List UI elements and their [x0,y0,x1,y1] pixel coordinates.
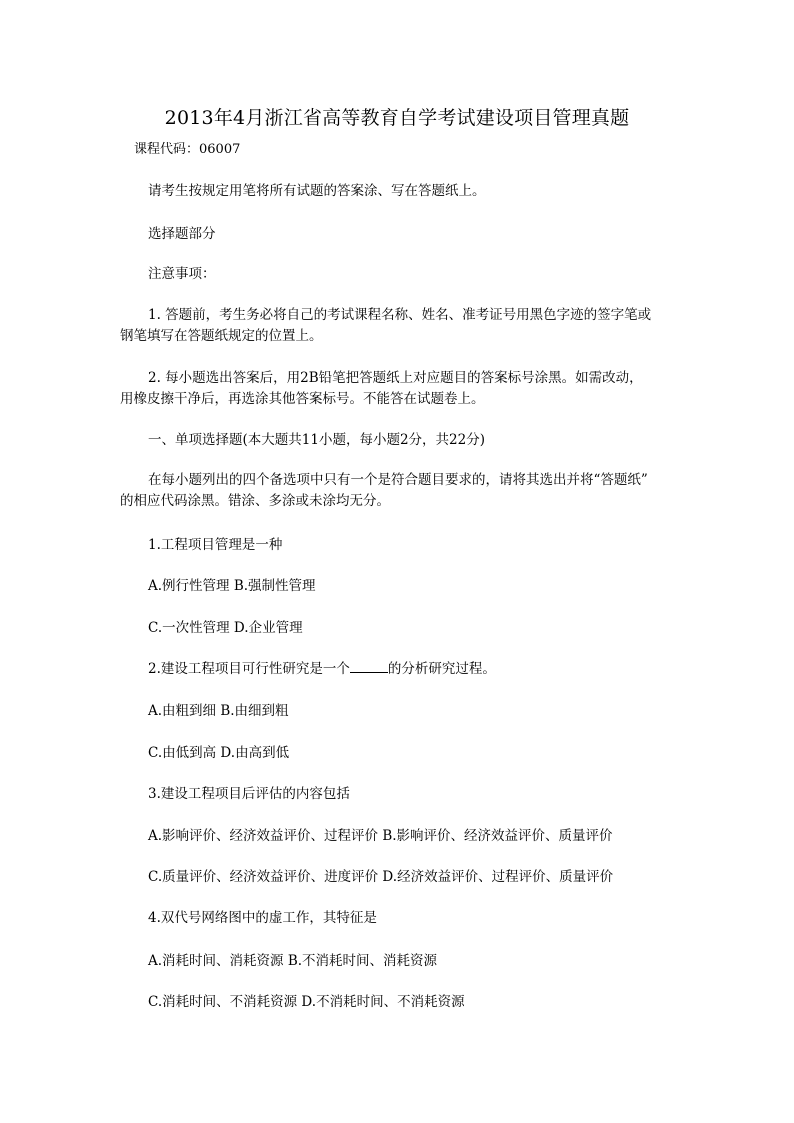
question-stem [148,659,496,679]
question-stem-part: 的分析研究过程。 [387,661,496,677]
question-options: A.由粗到细 B.由细到粗 [148,703,289,719]
note-line: 钢笔填写在答题纸规定的位置上。 [120,328,323,344]
instruction-answer-sheet: 请考生按规定用笔将所有试题的答案涂、写在答题纸上。 [148,183,486,199]
note-line: 1. 答题前，考生务必将自己的考试课程名称、姓名、准考证号用黑色字迹的签字笔或 [148,307,652,323]
question-options: A.例行性管理 B.强制性管理 [148,578,316,594]
question-options: C.消耗时间、不消耗资源 D.不消耗时间、不消耗资源 [148,994,465,1010]
note-line: 用橡皮擦干净后，再选涂其他答案标号。不能答在试题卷上。 [120,391,485,407]
page-title: 2013年4月浙江省高等教育自学考试建设项目管理真题 [164,107,630,129]
question-options: A.影响评价、经济效益评价、过程评价 B.影响评价、经济效益评价、质量评价 [148,828,613,844]
section-heading: 一、单项选择题(本大题共11小题，每小题2分，共22分) [148,432,485,448]
question-stem-part: 2.建设工程项目可行性研究是一个 [148,661,350,677]
question-options: A.消耗时间、消耗资源 B.不消耗时间、消耗资源 [148,953,438,969]
question-options: C.由低到高 D.由高到低 [148,745,290,761]
question-stem: 1.工程项目管理是一种 [148,537,283,553]
note-item [120,368,680,410]
section-label-choice: 选择题部分 [148,226,216,242]
note-line: 2. 每小题选出答案后，用2B铅笔把答题纸上对应题目的答案标号涂黑。如需改动， [148,370,643,386]
section-intro [120,470,680,512]
course-code: 课程代码：06007 [134,142,241,157]
answer-blank [350,660,388,673]
question-options: C.质量评价、经济效益评价、进度评价 D.经济效益评价、过程评价、质量评价 [148,869,614,885]
question-stem: 4.双代号网络图中的虚工作，其特征是 [148,910,377,926]
question-stem: 3.建设工程项目后评估的内容包括 [148,786,350,802]
section-intro-line: 的相应代码涂黑。错涂、多涂或未涂均无分。 [120,493,390,509]
notes-heading: 注意事项： [148,266,216,282]
question-options: C.一次性管理 D.企业管理 [148,620,303,636]
note-item [120,305,680,347]
section-intro-line: 在每小题列出的四个备选项中只有一个是符合题目要求的，请将其选出并将“答题纸” [148,472,648,488]
